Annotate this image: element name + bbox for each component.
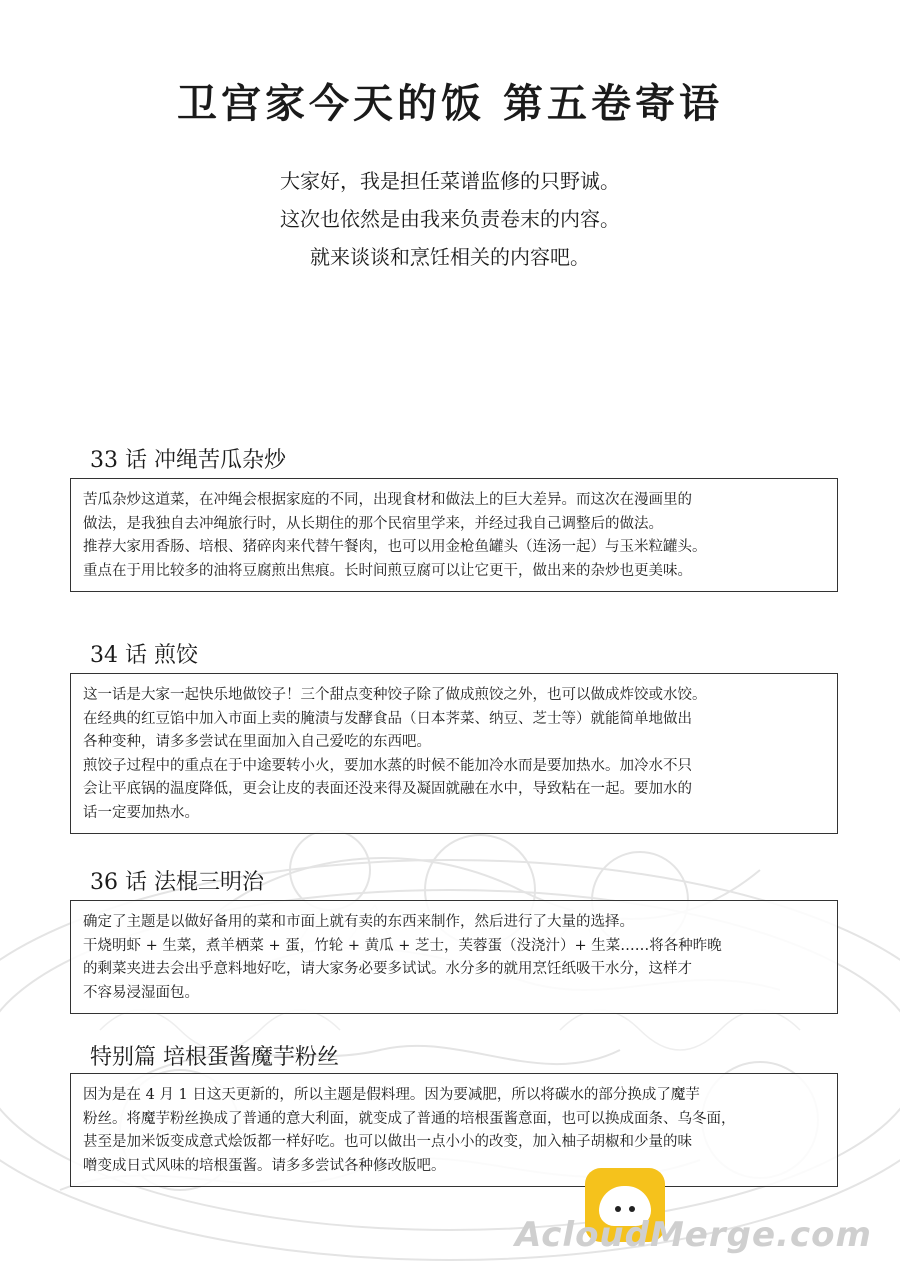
section-box-33 (70, 478, 838, 592)
intro-paragraph (0, 162, 900, 276)
section-box-34 (70, 673, 838, 834)
page-title: 卫宫家今天的饭 第五卷寄语 (177, 80, 723, 127)
section-text-line: 煎饺子过程中的重点在于中途要转小火，要加水蒸的时候不能加冷水而是要加热水。加冷水不只 (83, 757, 692, 774)
section-text-line: 的剩菜夹进去会出乎意料地好吃，请大家务必要多试试。水分多的就用烹饪纸吸干水分，这样才 (83, 961, 692, 977)
section-text-line: 话一定要加热水。 (83, 804, 199, 821)
watermark-text: AcloudMerge.com (515, 1215, 872, 1255)
section-text-line: 推荐大家用香肠、培根、猪碎肉来代替午餐肉，也可以用金枪鱼罐头（连汤一起）与玉米粒罐头。 (83, 539, 707, 555)
section-text-line: 在经典的红豆馅中加入市面上卖的腌渍与发酵食品（日本荠菜、纳豆、芝士等）就能简单地做出 (83, 710, 692, 727)
section-text-line: 不容易浸湿面包。 (83, 984, 199, 1001)
intro-line: 这次也依然是由我来负责卷末的内容。 (280, 207, 620, 231)
section-text-line: 这一话是大家一起快乐地做饺子！三个甜点变种饺子除了做成煎饺之外，也可以做成炸饺或水饺。 (83, 687, 707, 703)
section-text-line: 确定了主题是以做好备用的菜和市面上就有卖的东西来制作，然后进行了大量的选择。 (83, 914, 634, 930)
logo-eye-left (615, 1206, 621, 1212)
section-text-line: 会让平底锅的温度降低，更会让皮的表面还没来得及凝固就融在水中，导致粘在一起。要加水的 (83, 781, 692, 797)
section-text-line: 噌变成日式风味的培根蛋酱。请多多尝试各种修改版吧。 (83, 1157, 446, 1174)
logo-eye-right (629, 1206, 635, 1212)
section-text-line: 苦瓜杂炒这道菜，在冲绳会根据家庭的不同，出现食材和做法上的巨大差异。而这次在漫画里的 (83, 492, 692, 508)
section-text-line: 做法，是我独自去冲绳旅行时，从长期住的那个民宿里学来，并经过我自己调整后的做法。 (83, 515, 663, 532)
section-heading-34: 34 话 煎饺 (90, 643, 198, 668)
section-heading-33: 33 话 冲绳苦瓜杂炒 (90, 448, 286, 473)
section-text-line: 甚至是加米饭变成意式烩饭都一样好吃。也可以做出一点小小的改变，加入柚子胡椒和少量的味 (83, 1134, 692, 1150)
intro-line: 就来谈谈和烹饪相关的内容吧。 (310, 245, 590, 269)
section-heading-special: 特别篇 培根蛋酱魔芋粉丝 (90, 1045, 339, 1070)
section-text-line: 重点在于用比较多的油将豆腐煎出焦痕。长时间煎豆腐可以让它更干，做出来的杂炒也更美味。 (83, 562, 692, 579)
section-text-line: 各种变种，请多多尝试在里面加入自己爱吃的东西吧。 (83, 734, 431, 750)
section-text-line: 干烧明虾 + 生菜，煮羊栖菜 + 蛋，竹轮 + 黄瓜 + 芝士，芙蓉蛋（没浇汁）+ 生菜……将各种昨晚 (83, 937, 722, 954)
intro-line: 大家好，我是担任菜谱监修的只野诚。 (280, 169, 620, 193)
section-box-special (70, 1073, 838, 1187)
section-heading-36: 36 话 法棍三明治 (90, 870, 264, 895)
section-text-line: 因为是在 4 月 1 日这天更新的，所以主题是假料理。因为要减肥，所以将碳水的部分换成了魔芋 (83, 1087, 700, 1103)
section-box-36 (70, 900, 838, 1014)
section-text-line: 粉丝。将魔芋粉丝换成了普通的意大利面，就变成了普通的培根蛋酱意面，也可以换成面条、乌冬面， (83, 1110, 736, 1127)
